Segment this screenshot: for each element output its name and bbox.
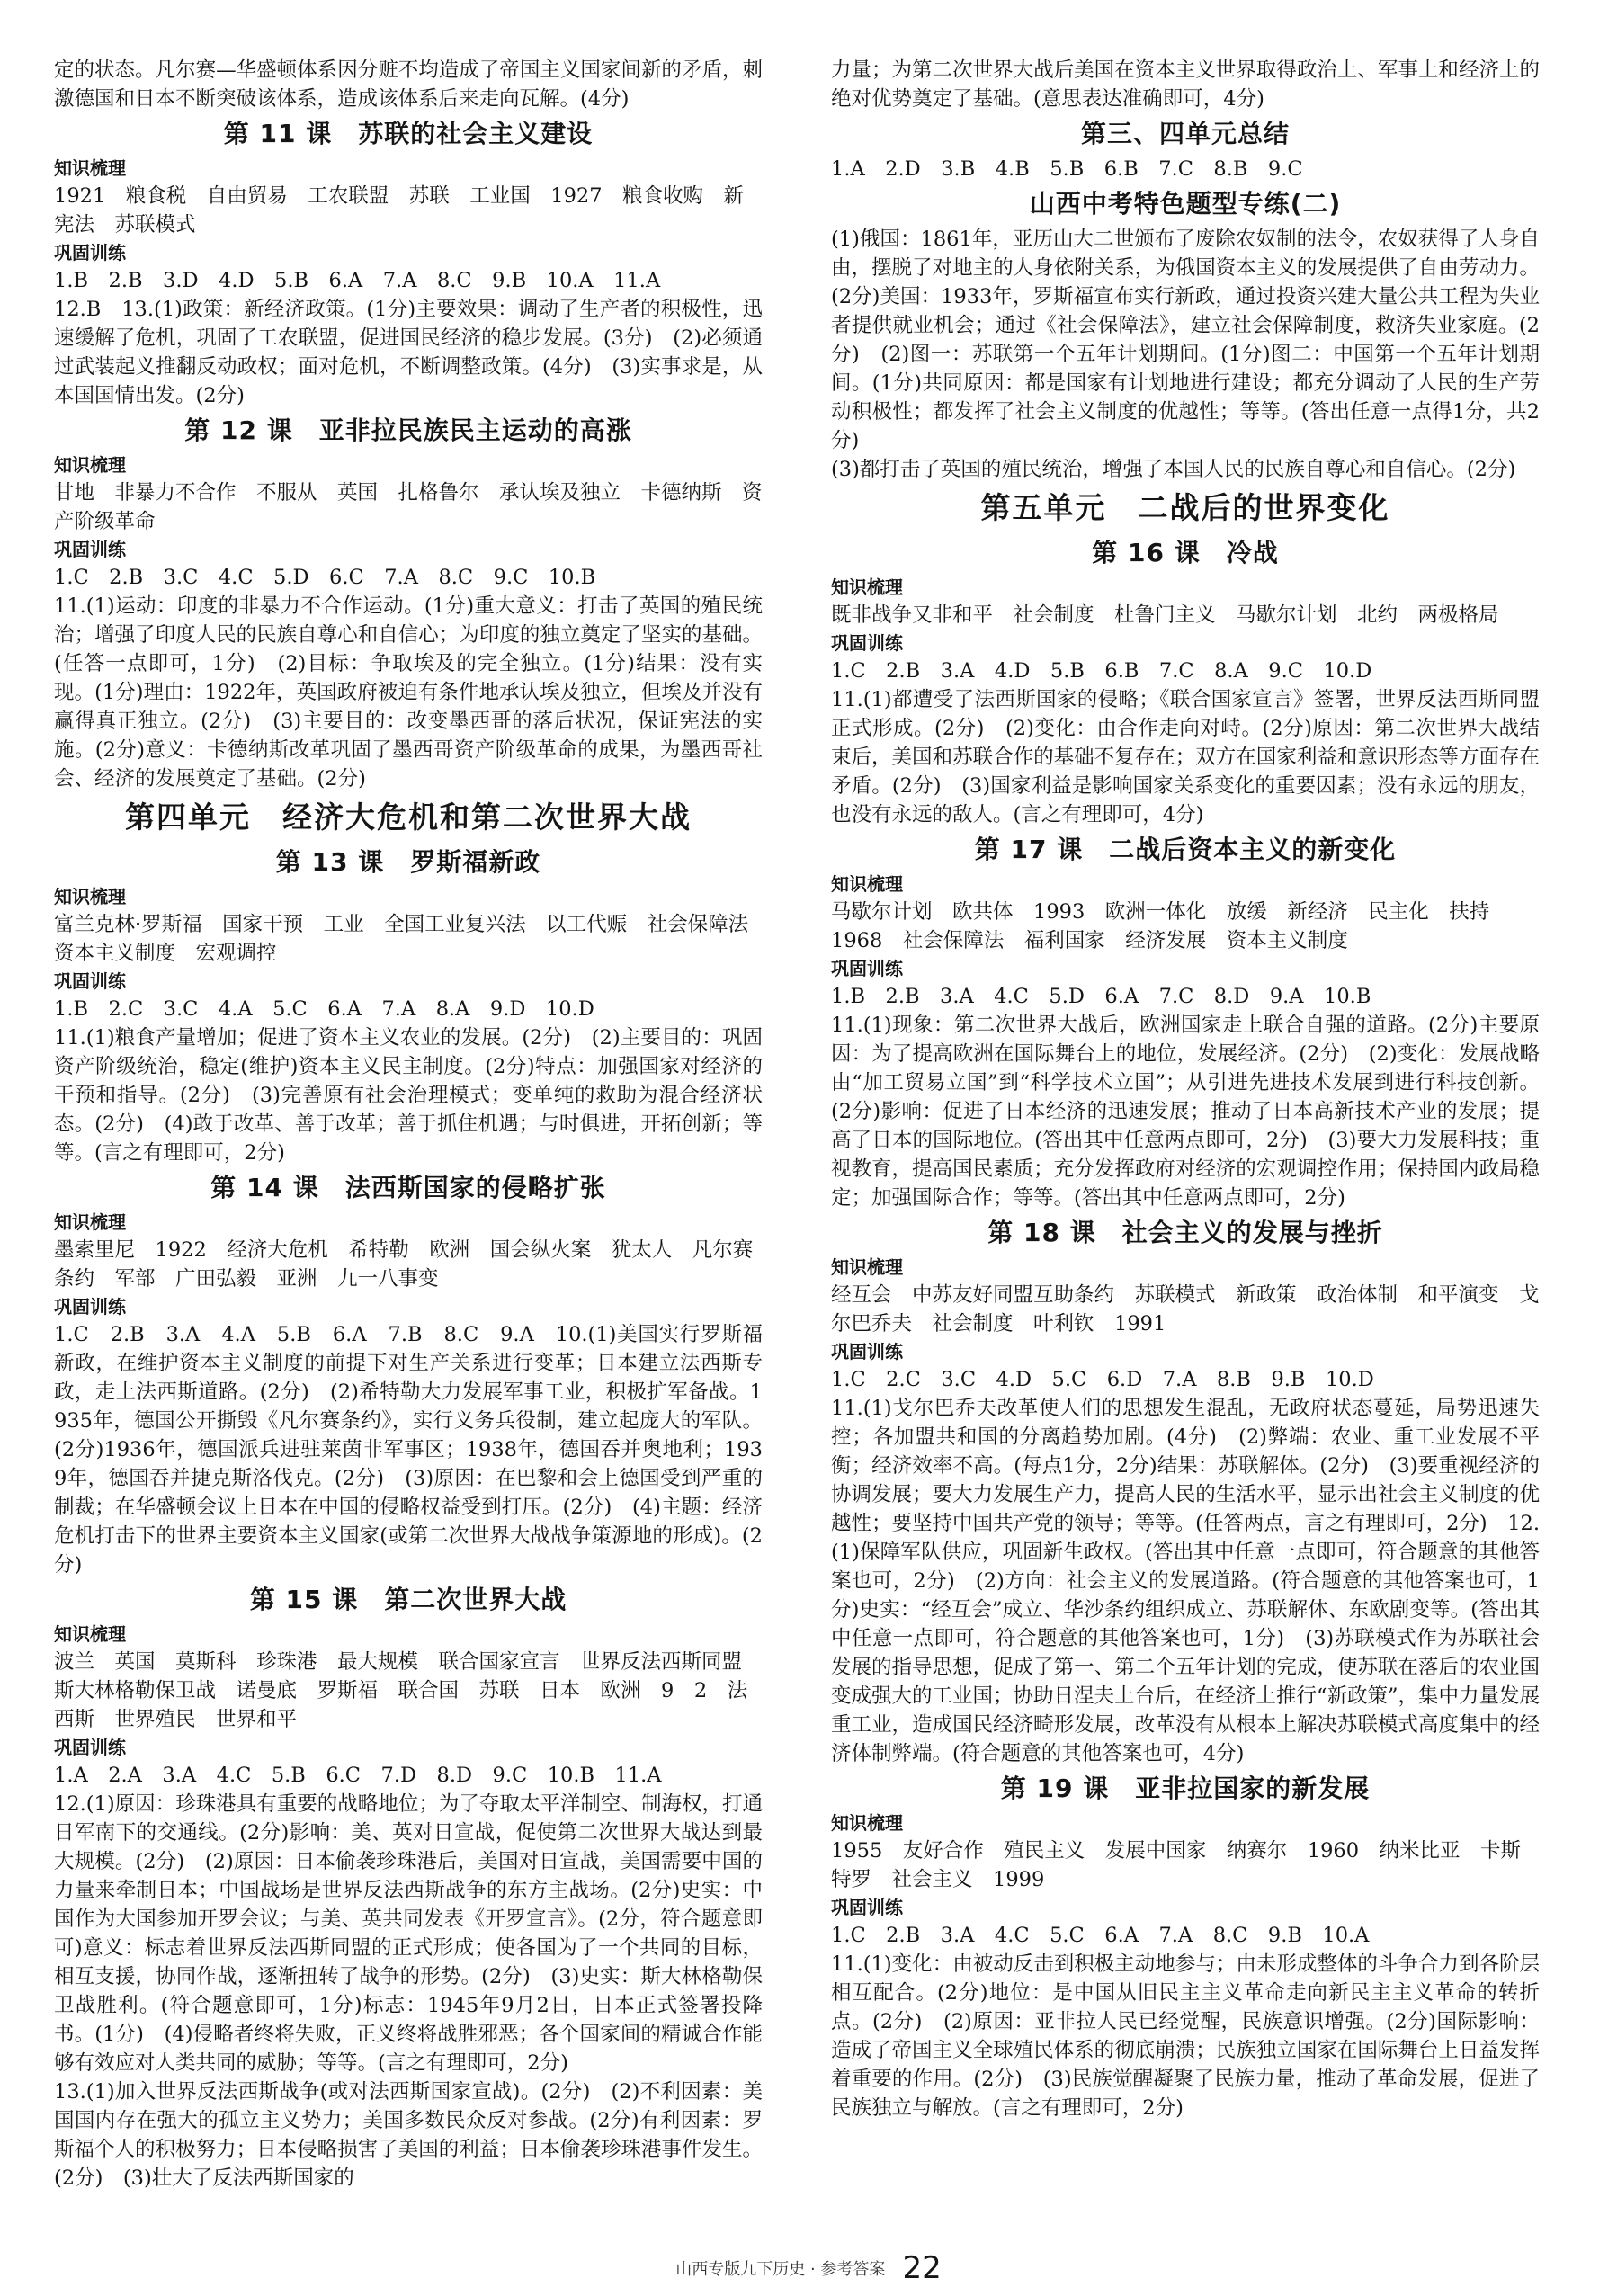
answer-paragraph: (1)俄国：1861年，亚历山大二世颁布了废除农奴制的法令，农奴获得了人身自由，摆脱了对地主的人身依附关系，为俄国资本主义的发展提供了自由劳动力。(2分)美国：1933年，罗斯福宣布实行新政，通过投资兴建大量公共工程为失业者提供就业机会；通过《社会保障法》，建立社会保障制度，救济失业家庭。(2分) (2)图一：苏联第一个五年计划期间。(1分)图二：中国第一个五年计划期间。(1分)共同原因：都是国家有计划地进行建设；都充分调动了人民的生产劳动积极性；都发挥了社会主义制度的优越性；等等。(答出任意一点得1分，共2分): [831, 228, 1540, 452]
right-column: [831, 56, 1540, 2122]
section-label: 知识梳理: [54, 1211, 126, 1233]
lesson-heading: 第 14 课 法西斯国家的侵略扩张: [210, 1173, 606, 1202]
section-label: 知识梳理: [54, 157, 126, 179]
answer-key-line: 1.B 2.B 3.A 4.C 5.D 6.A 7.C 8.D 9.A 10.B: [831, 985, 1371, 1008]
key-terms: 富兰克林·罗斯福 国家干预 工业 全国工业复兴法 以工代赈 社会保障法 资本主义制度 宏观调控: [54, 913, 769, 965]
section-label: 巩固训练: [54, 970, 126, 992]
answer-key-line: 1.B 2.B 3.D 4.D 5.B 6.A 7.A 8.C 9.B 10.A 11.A: [54, 269, 661, 292]
page-number: 22: [902, 2250, 942, 2286]
answer-paragraph: 11.(1)粮食产量增加；促进了资本主义农业的发展。(2分) (2)主要目的：巩固资产阶级统治，稳定(维护)资本主义民主制度。(2分)特点：加强国家对经济的干预和指导。(2分) (3)完善原有社会治理模式；变单纯的救助为混合经济状态。(2分) (4)敢于改革、善于改革；善于抓住机遇；与时俱进，开拓创新；等等。(言之有理即可，2分): [54, 1026, 763, 1165]
lesson-heading: 第 15 课 第二次世界大战: [249, 1585, 567, 1614]
answer-key-line: 1.A 2.A 3.A 4.C 5.B 6.C 7.D 8.D 9.C 10.B 11.A: [54, 1764, 662, 1787]
page-footer: [0, 2250, 1617, 2286]
section-label: 巩固训练: [54, 539, 126, 560]
answer-paragraph: 11.(1)运动：印度的非暴力不合作运动。(1分)重大意义：打击了英国的殖民统治；增强了印度人民的民族自尊心和自信心；为印度的独立奠定了坚实的基础。(任答一点即可，1分) (2)目标：争取埃及的完全独立。(1分)结果：没有实现。(1分)理由：1922年，英国政府被迫有条件地承认埃及独立，但埃及并没有赢得真正独立。(2分) (3)主要目的：改变墨西哥的落后状况，保证宪法的实施。(2分)意义：卡德纳斯改革巩固了墨西哥资产阶级革命的成果，为墨西哥社会、经济的发展奠定了基础。(2分): [54, 594, 763, 791]
lesson-heading: 第 16 课 冷战: [1092, 538, 1279, 567]
section-label: 知识梳理: [54, 1623, 126, 1645]
key-terms: 波兰 英国 莫斯科 珍珠港 最大规模 联合国家宣言 世界反法西斯同盟 斯大林格勒保卫战 诺曼底 罗斯福 联合国 苏联 日本 欧洲 9 2 法西斯 世界殖民 世界和平: [54, 1650, 763, 1731]
section-label: 知识梳理: [54, 886, 126, 907]
footer-text: 山西专版九下历史 · 参考答案: [675, 2260, 886, 2279]
answer-paragraph: 11.(1)变化：由被动反击到积极主动地参与；由未形成整体的斗争合力到各阶层相互配合。(2分)地位：是中国从旧民主主义革命走向新民主主义革命的转折点。(2分) (2)原因：亚非拉人民已经觉醒，民族意识增强。(2分)国际影响：造成了帝国主义全球殖民体系的彻底崩溃；民族独立国家在国际舞台上日益发挥着重要的作用。(2分) (3)民族觉醒凝聚了民族力量，推动了革命发展，促进了民族独立与解放。(言之有理即可，2分): [831, 1952, 1540, 2120]
answer-paragraph: (3)都打击了英国的殖民统治，增强了本国人民的民族自尊心和自信心。(2分): [831, 458, 1516, 481]
key-terms: 墨索里尼 1922 经济大危机 希特勒 欧洲 国会纵火案 犹太人 凡尔赛条约 军部 广田弘毅 亚洲 九一八事变: [54, 1238, 754, 1291]
lesson-heading: 第 19 课 亚非拉国家的新发展: [1000, 1773, 1371, 1803]
answer-key-line: 1.C 2.B 3.A 4.C 5.C 6.A 7.A 8.C 9.B 10.A: [831, 1924, 1370, 1947]
section-label: 知识梳理: [831, 1256, 903, 1278]
answer-paragraph: 力量；为第二次世界大战后美国在资本主义世界取得政治上、军事上和经济上的绝对优势奠定了基础。(意思表达准确即可，4分): [831, 58, 1540, 111]
section-label: 巩固训练: [831, 958, 903, 979]
lesson-heading: 第 18 课 社会主义的发展与挫折: [987, 1218, 1383, 1247]
section-label: 巩固训练: [54, 1296, 126, 1318]
answer-paragraph: 13.(1)加入世界反法西斯战争(或对法西斯国家宣战)。(2分) (2)不利因素：美国国内存在强大的孤立主义势力；美国多数民众反对参战。(2分)有利因素：罗斯福个人的积极努力；日本侵略损害了美国的利益；日本偷袭珍珠港事件发生。(2分) (3)壮大了反法西斯国家的: [54, 2080, 763, 2190]
answer-paragraph: 1.C 2.B 3.A 4.A 5.B 6.A 7.B 8.C 9.A 10.(1)美国实行罗斯福新政，在维护资本主义制度的前提下对生产关系进行变革；日本建立法西斯专政，走上法西斯道路。(2分) (2)希特勒大力发展军事工业，积极扩军备战。1935年，德国公开撕毁《凡尔赛条约》，实行义务兵役制，建立起庞大的军队。(2分)1936年，德国派兵进驻莱茵非军事区；1938年，德国吞并奥地利；1939年，德国吞并捷克斯洛伐克。(2分) (3)原因：在巴黎和会上德国受到严重的制裁；在华盛顿会议上日本在中国的侵略权益受到打压。(2分) (4)主题：经济危机打击下的世界主要资本主义国家(或第二次世界大战战争策源地的形成)。(2分): [54, 1323, 763, 1577]
section-label: 巩固训练: [54, 1737, 126, 1758]
answer-paragraph: 11.(1)都遭受了法西斯国家的侵略；《联合国家宣言》签署，世界反法西斯同盟正式形成。(2分) (2)变化：由合作走向对峙。(2分)原因：第二次世界大战结束后，美国和苏联合作的基础不复存在；双方在国家利益和意识形态等方面存在矛盾。(2分) (3)国家利益是影响国家关系变化的重要因素；没有永远的朋友，也没有永远的敌人。(言之有理即可，4分): [831, 688, 1540, 826]
section-label: 巩固训练: [831, 1341, 903, 1362]
unit-heading: 第四单元 经济大危机和第二次世界大战: [125, 800, 692, 835]
unit-heading: 第五单元 二战后的世界变化: [980, 490, 1390, 525]
key-terms: 甘地 非暴力不合作 不服从 英国 扎格鲁尔 承认埃及独立 卡德纳斯 资产阶级革命: [54, 481, 763, 533]
key-terms: 1955 友好合作 殖民主义 发展中国家 纳赛尔 1960 纳米比亚 卡斯特罗 社会主义 1999: [831, 1839, 1522, 1891]
answer-key-line: 1.A 2.D 3.B 4.B 5.B 6.B 7.C 8.B 9.C: [831, 157, 1303, 181]
left-column: [54, 56, 769, 2193]
lesson-heading: 山西中考特色题型专练(二): [1029, 189, 1342, 219]
section-label: 知识梳理: [54, 454, 126, 476]
section-label: 知识梳理: [831, 576, 903, 598]
section-label: 知识梳理: [831, 873, 903, 895]
section-label: 巩固训练: [54, 242, 126, 264]
lesson-heading: 第 11 课 苏联的社会主义建设: [223, 119, 594, 148]
key-terms: 经互会 中苏友好同盟互助条约 苏联模式 新政策 政治体制 和平演变 戈尔巴乔夫 社会制度 叶利钦 1991: [831, 1283, 1540, 1336]
answer-paragraph: 11.(1)戈尔巴乔夫改革使人们的思想发生混乱，无政府状态蔓延，局势迅速失控；各加盟共和国的分离趋势加剧。(4分) (2)弊端：农业、重工业发展不平衡；经济效率不高。(每点1分，2分)结果：苏联解体。(2分) (3)要重视经济的协调发展；要大力发展生产力，提高人民的生活水平，显示出社会主义制度的优越性；要坚持中国共产党的领导；等等。(任答两点，言之有理即可，2分) 12.(1)保障军队供应，巩固新生政权。(答出其中任意一点即可，符合题意的其他答案也可，2分) (2)方向：社会主义的发展道路。(符合题意的其他答案也可，1分)史实：“经互会”成立、华沙条约组织成立、苏联解体、东欧剧变等。(答出其中任意一点即可，符合题意的其他答案也可，1分) (3)苏联模式作为苏联社会发展的指导思想，促成了第一、第二个五年计划的完成，使苏联在落后的农业国变成强大的工业国；协助日涅夫上台后，在经济上推行“新政策”，集中力量发展重工业，造成国民经济畸形发展，改革没有从根本上解决苏联模式高度集中的经济体制弊端。(符合题意的其他答案也可，4分): [831, 1397, 1541, 1765]
key-terms: 既非战争又非和平 社会制度 杜鲁门主义 马歇尔计划 北约 两极格局: [831, 603, 1499, 627]
key-terms: 1921 粮食税 自由贸易 工农联盟 苏联 工业国 1927 粮食收购 新宪法 苏联模式: [54, 184, 745, 237]
lesson-heading: 第 17 课 二战后资本主义的新变化: [974, 835, 1397, 864]
lesson-heading: 第三、四单元总结: [1080, 119, 1290, 148]
key-terms: 马歇尔计划 欧共体 1993 欧洲一体化 放缓 新经济 民主化 扶持 1968 社会保障法 福利国家 经济发展 资本主义制度: [831, 900, 1510, 952]
answer-paragraph: 12.B 13.(1)政策：新经济政策。(1分)主要效果：调动了生产者的积极性，迅速缓解了危机，巩固了工农联盟，促进国民经济的稳步发展。(3分) (2)必须通过武装起义推翻反动政权；面对危机，不断调整政策。(4分) (3)实事求是，从本国国情出发。(2分): [54, 298, 763, 407]
answer-paragraph: 定的状态。凡尔赛—华盛顿体系因分赃不均造成了帝国主义国家间新的矛盾，刺激德国和日本不断突破该体系，造成该体系后来走向瓦解。(4分): [54, 58, 763, 111]
lesson-heading: 第 13 课 罗斯福新政: [275, 847, 541, 877]
lesson-heading: 第 12 课 亚非拉民族民主运动的高涨: [184, 415, 632, 445]
section-label: 巩固训练: [831, 632, 903, 654]
section-label: 巩固训练: [831, 1897, 903, 1918]
answer-key-line: 1.C 2.C 3.C 4.D 5.C 6.D 7.A 8.B 9.B 10.D: [831, 1368, 1374, 1391]
answer-paragraph: 12.(1)原因：珍珠港具有重要的战略地位；为了夺取太平洋制空、制海权，打通日军南下的交通线。(2分)影响：美、英对日宣战，促使第二次世界大战达到最大规模。(2分) (2)原因：日本偷袭珍珠港后，美国对日宣战，美国需要中国的力量来牵制日本；中国战场是世界反法西斯战争的东方主战场。(2分)史实：中国作为大国参加开罗会议；与美、英共同发表《开罗宣言》。(2分，符合题意即可)意义：标志着世界反法西斯同盟的正式形成；使各国为了一个共同的目标，相互支援，协同作战，逐渐扭转了战争的形势。(2分) (3)史实：斯大林格勒保卫战胜利。(符合题意即可，1分)标志：1945年9月2日，日本正式签署投降书。(1分) (4)侵略者终将失败，正义终将战胜邪恶；各个国家间的精诚合作能够有效应对人类共同的威胁；等等。(言之有理即可，2分): [54, 1792, 763, 2075]
answer-paragraph: 11.(1)现象：第二次世界大战后，欧洲国家走上联合自强的道路。(2分)主要原因：为了提高欧洲在国际舞台上的地位，发展经济。(2分) (2)变化：发展战略由“加工贸易立国”到“科学技术立国”；从引进先进技术发展到进行科技创新。(2分)影响：促进了日本经济的迅速发展；推动了日本高新技术产业的发展；提高了日本的国际地位。(答出其中任意两点即可，2分) (3)要大力发展科技；重视教育，提高国民素质；充分发挥政府对经济的宏观调控作用；保持国内政局稳定；加强国际合作；等等。(答出其中任意两点即可，2分): [831, 1014, 1540, 1210]
answer-key-line: 1.B 2.C 3.C 4.A 5.C 6.A 7.A 8.A 9.D 10.D: [54, 997, 594, 1021]
section-label: 知识梳理: [831, 1812, 903, 1834]
answer-key-line: 1.C 2.B 3.C 4.C 5.D 6.C 7.A 8.C 9.C 10.B: [54, 566, 596, 589]
answer-key-line: 1.C 2.B 3.A 4.D 5.B 6.B 7.C 8.A 9.C 10.D: [831, 659, 1372, 683]
